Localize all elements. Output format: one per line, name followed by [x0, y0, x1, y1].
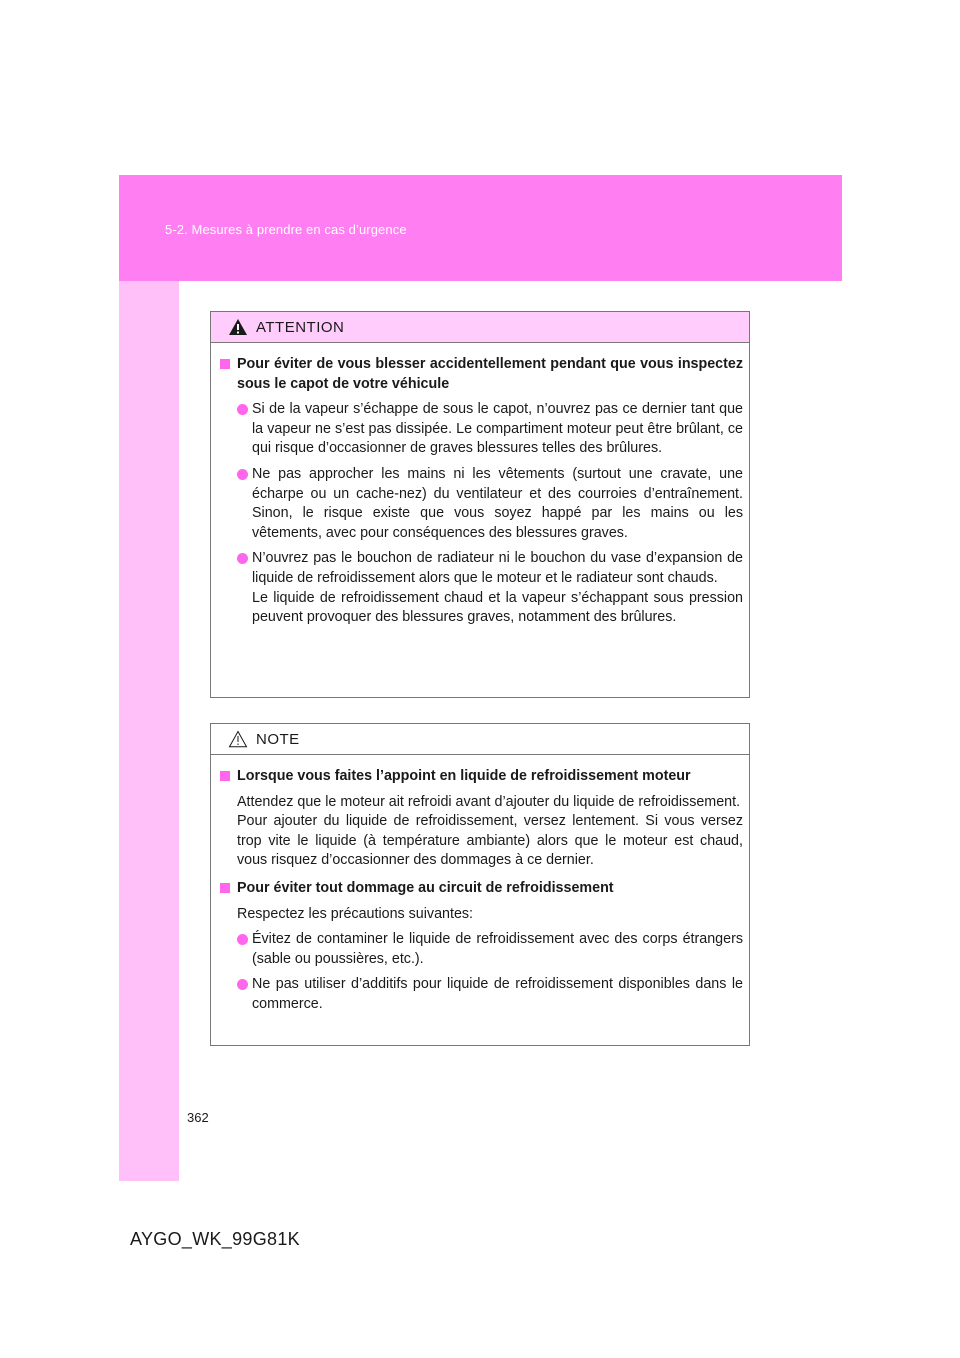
- warning-triangle-icon: [228, 318, 248, 336]
- warning-bullet: Ne pas approcher les mains ni les vêtements (surtout une cravate, une écharpe ou un cache-nez) du ventilateur et des courroies d’entraînement. Sinon, le risque existe que vous soyez happé par les mains ou les vêtements, avec pour conséquences des blessures graves.: [237, 465, 743, 543]
- round-bullet-icon: [237, 469, 248, 480]
- warning-bullet: Si de la vapeur s’échappe de sous le capot, n’ouvrez pas ce dernier tant que la vapeur ne s’est pas dissipée. Le compartiment moteur peut être brûlant, ce qui risque d’occasionner de graves blessures telles des brûlures.: [237, 400, 743, 459]
- section-title: 5-2. Mesures à prendre en cas d’urgence: [165, 222, 407, 237]
- document-code: AYGO_WK_99G81K: [130, 1229, 300, 1249]
- note-bullet: Évitez de contaminer le liquide de refroidissement avec des corps étrangers (sable ou poussières, etc.).: [237, 930, 743, 969]
- note-box-title: NOTE: [256, 730, 300, 748]
- round-bullet-icon: [237, 934, 248, 945]
- square-bullet-icon: [220, 359, 230, 369]
- note-heading: Lorsque vous faites l’appoint en liquide de refroidissement moteur: [219, 767, 743, 787]
- square-bullet-icon: [220, 883, 230, 893]
- note-heading: Pour éviter tout dommage au circuit de refroidissement: [219, 879, 743, 899]
- note-paragraph: Attendez que le moteur ait refroidi avant d’ajouter du liquide de refroidissement. Pour ajouter du liquide de refroidissement, versez lentement. Si vous versez trop vite le liquide (à température ambiante) alors que le moteur est chaud, vous risquez d’occasionner des dommages à ce dernier.: [237, 793, 743, 869]
- warning-bullet-line: N’ouvrez pas le bouchon de radiateur ni le bouchon du vase d’expansion de liquide de refroidissement alors que le moteur et le radiateur sont chauds.: [252, 550, 743, 586]
- note-bullet: Ne pas utiliser d’additifs pour liquide de refroidissement disponibles dans le commerce.: [237, 975, 743, 1014]
- warning-bullet: [237, 549, 743, 627]
- note-box: [210, 723, 750, 1046]
- round-bullet-icon: [237, 404, 248, 415]
- warning-bullet-line: Le liquide de refroidissement chaud et la vapeur s’échappant sous pression peuvent provoquer des blessures graves, notamment des brûlures.: [252, 589, 743, 626]
- warning-heading: Pour éviter de vous blesser accidentellement pendant que vous inspectez sous le capot de votre véhicule: [219, 355, 743, 394]
- page-number: 362: [187, 1110, 209, 1125]
- warning-box: [210, 311, 750, 698]
- round-bullet-icon: [237, 979, 248, 990]
- note-box-header: [211, 724, 749, 755]
- side-band: [119, 281, 179, 1181]
- square-bullet-icon: [220, 771, 230, 781]
- round-bullet-icon: [237, 553, 248, 564]
- note-paragraph: Respectez les précautions suivantes:: [237, 905, 474, 922]
- caution-triangle-icon: [228, 730, 248, 748]
- warning-box-header: [211, 312, 749, 343]
- warning-box-title: ATTENTION: [256, 318, 345, 336]
